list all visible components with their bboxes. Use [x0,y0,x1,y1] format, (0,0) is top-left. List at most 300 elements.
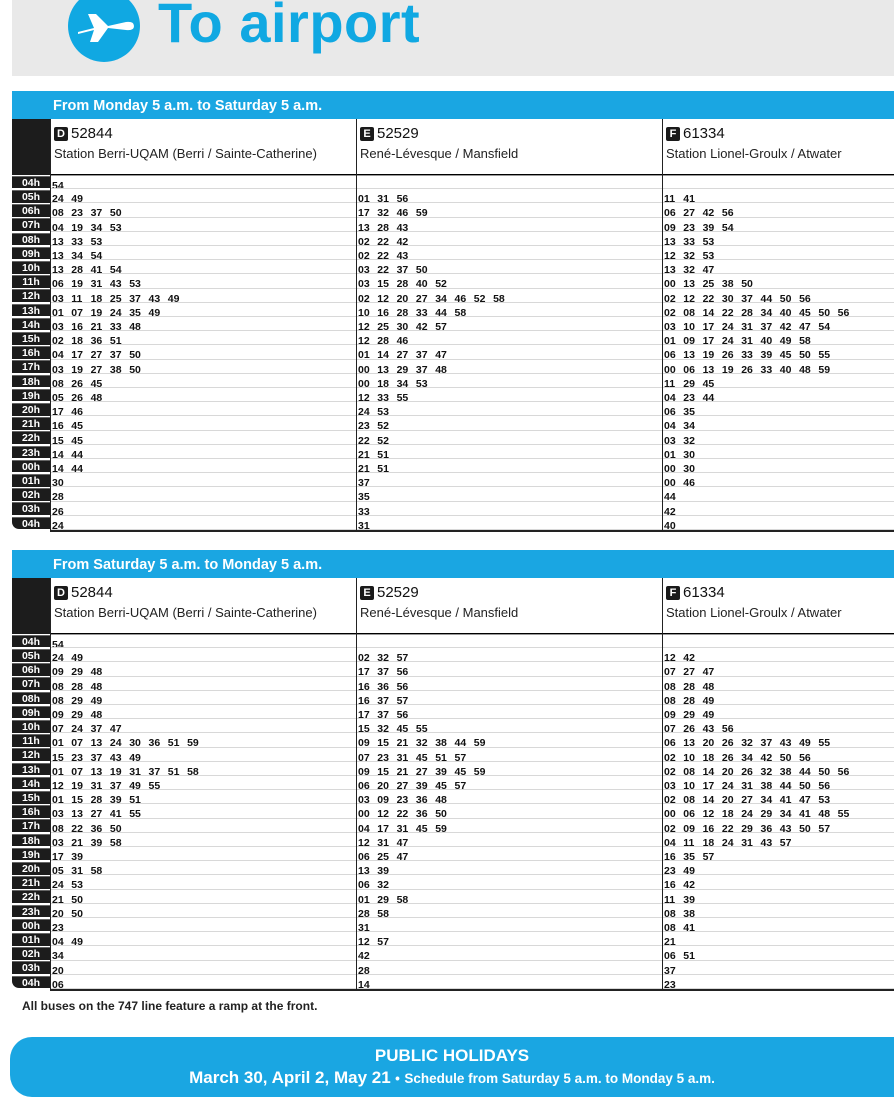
departure-minute: 19 [71,278,83,289]
departure-minute: 11 [664,377,676,388]
departure-row [662,317,894,331]
departure-minute: 42 [358,950,370,961]
departure-minute: 36 [415,794,428,805]
departure-row [356,516,662,530]
departure-minute: 56 [837,765,850,776]
hour-label: 04h [12,517,50,530]
table-bottom-rule [50,530,894,532]
departure-minute: 27 [415,292,428,303]
departure-minute: 13 [52,264,64,275]
departure-row [662,975,894,989]
departure-minute: 02 [52,335,64,346]
departure-row [356,648,662,662]
stop-column-d [50,578,356,989]
departure-minute: 03 [664,434,676,445]
departure-minute: 39 [683,893,695,904]
departure-minute: 23 [683,221,695,232]
departure-minute: 34 [435,292,447,303]
departure-row [50,331,356,345]
departure-minute: 09 [52,709,64,720]
hour-label: 18h [12,834,50,847]
departure-minute: 29 [396,363,409,374]
departure-row [662,691,894,705]
departure-minute: 01 [52,765,64,776]
departure-row [356,402,662,416]
departure-minute: 41 [683,922,695,933]
hour-label: 16h [12,346,50,359]
departure-minute: 56 [396,709,409,720]
departure-minute: 19 [71,780,83,791]
departure-row [356,946,662,960]
departure-minute: 38 [779,765,792,776]
departure-minute: 31 [377,193,389,204]
hour-label: 20h [12,862,50,875]
departure-row [662,331,894,345]
departure-minute: 49 [148,306,161,317]
hour-label: 22h [12,431,50,444]
departure-minute: 03 [52,808,64,819]
departure-row [50,274,356,288]
departure-minute: 23 [71,751,83,762]
departure-minute: 11 [683,836,695,847]
departure-minute: 46 [71,406,83,417]
departure-row [356,374,662,388]
departure-minute: 49 [71,936,83,947]
departure-minute: 44 [454,737,467,748]
departure-minute: 45 [415,751,428,762]
departure-minute: 27 [90,349,103,360]
departure-minute: 49 [71,193,83,204]
departure-minute: 13 [52,250,64,261]
departure-minute: 45 [90,377,103,388]
departure-minute: 59 [435,822,447,833]
departure-minute: 37 [396,264,409,275]
departure-minute: 42 [664,505,676,516]
departure-row [50,502,356,516]
departure-minute: 13 [377,363,389,374]
departure-minute: 51 [109,335,122,346]
departure-minute: 22 [721,822,734,833]
departure-minute: 17 [702,335,715,346]
departure-minute: 59 [818,363,831,374]
departure-minute: 57 [779,836,792,847]
departure-minute: 26 [721,751,734,762]
departure-minute: 49 [71,652,83,663]
hour-label: 03h [12,502,50,515]
departure-minute: 43 [396,250,409,261]
timetable-grid [12,119,894,530]
hour-label: 06h [12,204,50,217]
hour-label: 04h [12,176,50,189]
departure-minute: 56 [799,292,811,303]
departure-minute: 39 [435,765,447,776]
departure-minute: 08 [52,694,64,705]
departure-minute: 50 [71,907,83,918]
departure-row [662,648,894,662]
departure-minute: 31 [358,922,370,933]
departure-minute: 43 [702,723,715,734]
stop-letter-badge: D [54,586,68,600]
departure-minute: 47 [799,794,811,805]
departure-row [662,260,894,274]
departure-minute: 55 [818,349,831,360]
departure-minute: 19 [702,349,715,360]
departure-minute: 54 [52,639,64,649]
departure-minute: 00 [664,808,676,819]
departure-minute: 50 [799,822,811,833]
departure-minute: 34 [90,221,103,232]
departure-minute: 49 [129,780,141,791]
departure-row [356,776,662,790]
departure-minute: 24 [741,808,753,819]
column-divider [50,119,51,530]
hour-label: 14h [12,777,50,790]
departure-minute: 06 [664,950,676,961]
departure-minute: 28 [71,264,83,275]
departure-minute: 01 [52,737,64,748]
departure-minute: 50 [818,306,831,317]
departure-minute: 12 [664,250,676,261]
departure-minute: 28 [683,694,695,705]
departure-minute: 44 [702,392,715,403]
departure-row [662,932,894,946]
departure-row [50,677,356,691]
departure-minute: 33 [71,235,83,246]
hour-label: 11h [12,275,50,288]
departure-minute: 02 [664,794,676,805]
departure-minute: 30 [683,448,695,459]
departure-minute: 08 [683,794,695,805]
departure-row [50,175,356,189]
departure-minute: 24 [721,335,734,346]
departure-minute: 53 [818,794,831,805]
departure-row [662,634,894,648]
departure-minute: 04 [664,836,676,847]
departure-minute: 16 [358,694,370,705]
departure-minute: 31 [396,822,409,833]
departure-minute: 28 [377,221,389,232]
departure-minute: 31 [90,278,103,289]
departure-minute: 01 [358,349,370,360]
departure-minute: 04 [52,221,64,232]
departure-minute: 24 [109,306,122,317]
departure-minute: 57 [702,851,715,862]
departure-minute: 07 [52,723,64,734]
departure-minute: 06 [664,207,676,218]
departure-minute: 55 [818,737,831,748]
departure-minute: 44 [760,292,773,303]
departure-row [356,819,662,833]
departure-row [50,402,356,416]
departure-minute: 03 [358,794,370,805]
departure-row [50,975,356,989]
departure-minute: 29 [71,694,83,705]
departure-minute: 53 [90,235,103,246]
departure-minute: 28 [90,794,103,805]
stop-name: René-Lévesque / Mansfield [360,605,519,620]
departure-row [356,445,662,459]
departure-row [356,691,662,705]
departure-row [356,975,662,989]
departure-minute: 50 [779,292,792,303]
departure-minute: 06 [358,851,370,862]
departure-row [356,762,662,776]
departure-row [662,804,894,818]
departure-row [50,847,356,861]
departure-minute: 37 [90,723,103,734]
stop-code: 52844 [71,125,113,142]
departure-row [50,748,356,762]
departure-minute: 48 [435,794,447,805]
departure-row [50,890,356,904]
departure-minute: 53 [415,377,428,388]
departure-minute: 29 [377,893,389,904]
departure-minute: 35 [358,491,370,502]
departure-minute: 23 [71,207,83,218]
departure-minute: 25 [109,292,122,303]
departure-minute: 34 [683,420,695,431]
departure-minute: 08 [664,922,676,933]
stop-column-e [356,578,662,989]
departure-minute: 43 [779,822,792,833]
departure-minute: 49 [683,865,695,876]
departure-row [356,345,662,359]
departure-row [50,719,356,733]
departure-minute: 32 [377,652,389,663]
departure-minute: 29 [683,377,695,388]
departure-minute: 57 [396,652,409,663]
departure-minute: 47 [435,349,447,360]
departure-row [50,189,356,203]
departure-row [356,847,662,861]
departure-minute: 03 [664,780,676,791]
departure-row [356,303,662,317]
departure-minute: 27 [683,666,695,677]
holiday-dates: March 30, April 2, May 21 [189,1068,391,1087]
departure-minute: 37 [664,964,676,975]
departure-minute: 50 [741,278,753,289]
departure-minute: 18 [90,292,103,303]
hour-label: 02h [12,947,50,960]
departure-minute: 36 [90,822,103,833]
departure-minute: 36 [760,822,773,833]
departure-minute: 08 [52,680,64,691]
departure-minute: 58 [109,836,122,847]
departure-row [50,345,356,359]
departure-minute: 02 [358,250,370,261]
departure-row [662,748,894,762]
hour-label: 21h [12,417,50,430]
departure-minute: 54 [721,221,734,232]
departure-minute: 07 [358,751,370,762]
departure-minute: 07 [664,723,676,734]
departure-minute: 22 [702,292,715,303]
departure-minute: 04 [52,349,64,360]
departure-row [662,733,894,747]
departure-minute: 17 [52,406,64,417]
departure-minute: 33 [741,349,753,360]
departure-minute: 30 [683,463,695,474]
departure-minute: 06 [52,978,64,989]
departure-row [356,487,662,501]
departure-minute: 47 [702,666,715,677]
departure-minute: 07 [71,765,83,776]
departure-minute: 38 [760,780,773,791]
departure-minute: 00 [358,808,370,819]
hour-label: 12h [12,289,50,302]
departure-minute: 24 [71,723,83,734]
departure-minute: 34 [741,751,753,762]
departure-minute: 51 [167,765,180,776]
departure-minute: 48 [435,363,447,374]
departure-minute: 04 [358,822,370,833]
departure-minute: 13 [664,235,676,246]
departure-minute: 13 [71,808,83,819]
departure-row [662,890,894,904]
departure-minute: 06 [358,780,370,791]
page-header [12,0,894,76]
column-divider [50,578,51,989]
column-divider [356,578,357,989]
departure-row [662,762,894,776]
departure-minute: 33 [683,235,695,246]
column-divider [356,119,357,530]
departure-minute: 53 [377,406,389,417]
departure-minute: 09 [377,794,389,805]
hour-label: 08h [12,692,50,705]
departure-minute: 59 [415,207,428,218]
departure-minute: 50 [109,207,122,218]
departure-minute: 16 [664,851,676,862]
departure-minute: 49 [799,737,811,748]
departure-minute: 13 [683,737,695,748]
departure-minute: 32 [760,765,773,776]
departure-minute: 53 [109,221,122,232]
departure-minute: 41 [799,808,811,819]
hour-label: 06h [12,663,50,676]
departure-minute: 21 [71,836,83,847]
departure-minute: 43 [396,221,409,232]
departure-minute: 09 [52,666,64,677]
stop-letter-badge: E [360,127,374,141]
departure-minute: 02 [358,292,370,303]
departure-row [356,904,662,918]
departure-row [356,175,662,189]
departure-row [662,487,894,501]
departure-minute: 31 [396,751,409,762]
hour-label: 18h [12,375,50,388]
departure-minute: 20 [721,765,734,776]
departure-row [356,388,662,402]
departure-minute: 31 [377,836,389,847]
departure-minute: 59 [473,737,486,748]
departure-minute: 19 [109,765,122,776]
departure-minute: 33 [358,505,370,516]
departure-minute: 55 [148,780,161,791]
departure-row [50,516,356,530]
hour-label: 17h [12,360,50,373]
hour-label: 17h [12,819,50,832]
departure-minute: 29 [760,808,773,819]
hour-label: 15h [12,791,50,804]
stop-code: 61334 [683,584,725,601]
departure-minute: 57 [454,780,467,791]
departure-row [662,431,894,445]
stop-header [50,119,356,175]
departure-row [356,473,662,487]
departure-row [50,904,356,918]
departure-minute: 27 [396,780,409,791]
departure-minute: 02 [664,822,676,833]
departure-minute: 28 [52,491,64,502]
departure-minute: 53 [702,250,715,261]
departure-minute: 09 [664,221,676,232]
departure-minute: 58 [90,865,103,876]
departure-row [50,487,356,501]
hour-label: 10h [12,720,50,733]
departure-minute: 20 [702,737,715,748]
departure-minute: 57 [818,822,831,833]
departure-minute: 14 [358,978,370,989]
hour-label: 09h [12,706,50,719]
hour-label: 13h [12,763,50,776]
departure-minute: 48 [90,666,103,677]
departure-minute: 44 [71,448,83,459]
departure-minute: 29 [683,709,695,720]
stop-name: Station Lionel-Groulx / Atwater [666,605,842,620]
departure-row [50,918,356,932]
departure-minute: 29 [71,666,83,677]
page-title: To airport [158,0,421,54]
departure-minute: 26 [721,349,734,360]
departure-minute: 05 [52,392,64,403]
departure-minute: 19 [71,363,83,374]
departure-row [356,861,662,875]
departure-minute: 36 [415,808,428,819]
departure-minute: 37 [90,207,103,218]
holiday-schedule-note: Schedule from Saturday 5 a.m. to Monday 5 a.m. [404,1071,715,1086]
stop-code: 52529 [377,125,419,142]
departure-minute: 51 [435,751,447,762]
departure-minute: 37 [415,349,428,360]
departure-minute: 02 [358,652,370,663]
departure-minute: 12 [358,321,370,332]
departure-minute: 17 [52,851,64,862]
departure-row [662,847,894,861]
departure-minute: 52 [473,292,486,303]
departure-minute: 09 [358,737,370,748]
departure-minute: 28 [71,680,83,691]
departure-minute: 30 [129,737,141,748]
departure-minute: 24 [358,406,370,417]
departure-minute: 50 [129,349,141,360]
stop-header [356,578,662,634]
departure-minute: 50 [129,363,141,374]
departure-minute: 32 [683,264,695,275]
departure-minute: 27 [683,207,695,218]
departure-row [50,790,356,804]
departure-row [50,819,356,833]
hour-label: 19h [12,848,50,861]
hour-label: 23h [12,905,50,918]
departure-row [356,733,662,747]
departure-minute: 42 [415,321,428,332]
departure-minute: 56 [837,306,850,317]
departure-minute: 14 [702,765,715,776]
departure-minute: 24 [52,519,64,530]
departure-minute: 27 [415,765,428,776]
departure-minute: 32 [741,737,753,748]
